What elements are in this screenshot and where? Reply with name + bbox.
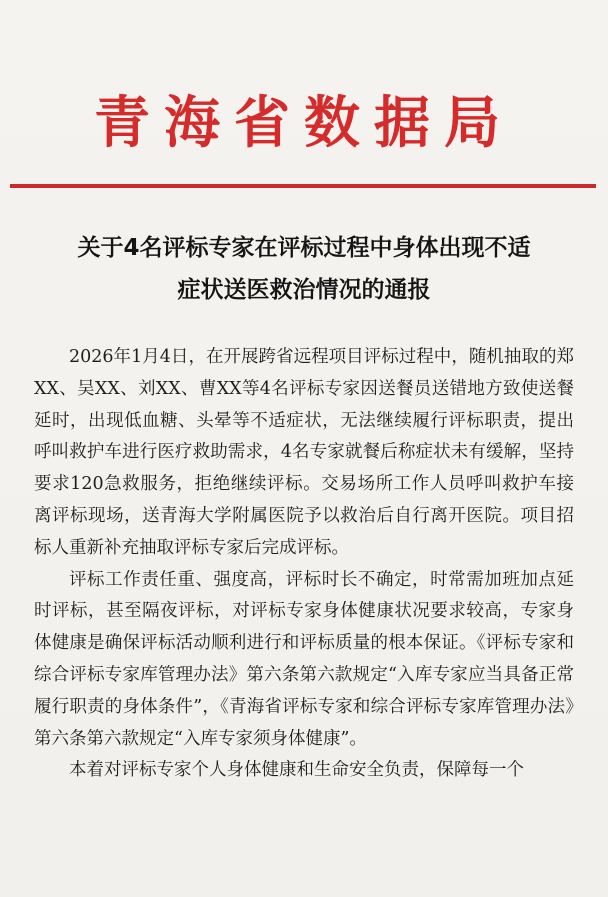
letterhead-red-rule bbox=[10, 184, 596, 188]
body-paragraph-2: 评标工作责任重、强度高，评标时长不确定，时常需加班加点延时评标，甚至隔夜评标，对评标专家身体健康状况要求较高，专家身体健康是确保评标活动顺利进行和评标质量的根本保证。《评标专家和综合评标专家库管理办法》第六条第六款规定“入库专家应当具备正常履行职责的身体条件”，《青海省评标专家和综合评标专家库管理办法》第六条第六款规定“入库专家须身体健康”。 bbox=[34, 569, 574, 749]
document-title-line-1: 关于4名评标专家在评标过程中身体出现不适 bbox=[77, 235, 531, 261]
document-body bbox=[34, 342, 574, 787]
org-letterhead-title: 青海省数据局 bbox=[94, 91, 514, 156]
body-paragraph-1: 2026年1月4日，在开展跨省远程项目评标过程中，随机抽取的郑XX、吴XX、刘XX、曹XX等4名评标专家因送餐员送错地方致使送餐延时，出现低血糖、头晕等不适症状，无法继续履行评标职责，提出呼叫救护车进行医疗救助需求，4名专家就餐后称症状未有缓解，坚持要求120急救服务，拒绝继续评标。交易场所工作人员呼叫救护车接离评标现场，送青海大学附属医院予以救治后自行离开医院。项目招标人重新补充抽取评标专家后完成评标。 bbox=[34, 347, 574, 558]
document-title bbox=[20, 227, 588, 311]
body-paragraph-3: 本着对评标专家个人身体健康和生命安全负责，保障每一个 bbox=[69, 760, 524, 781]
document-title-line-2: 症状送医救治情况的通报 bbox=[177, 277, 431, 303]
